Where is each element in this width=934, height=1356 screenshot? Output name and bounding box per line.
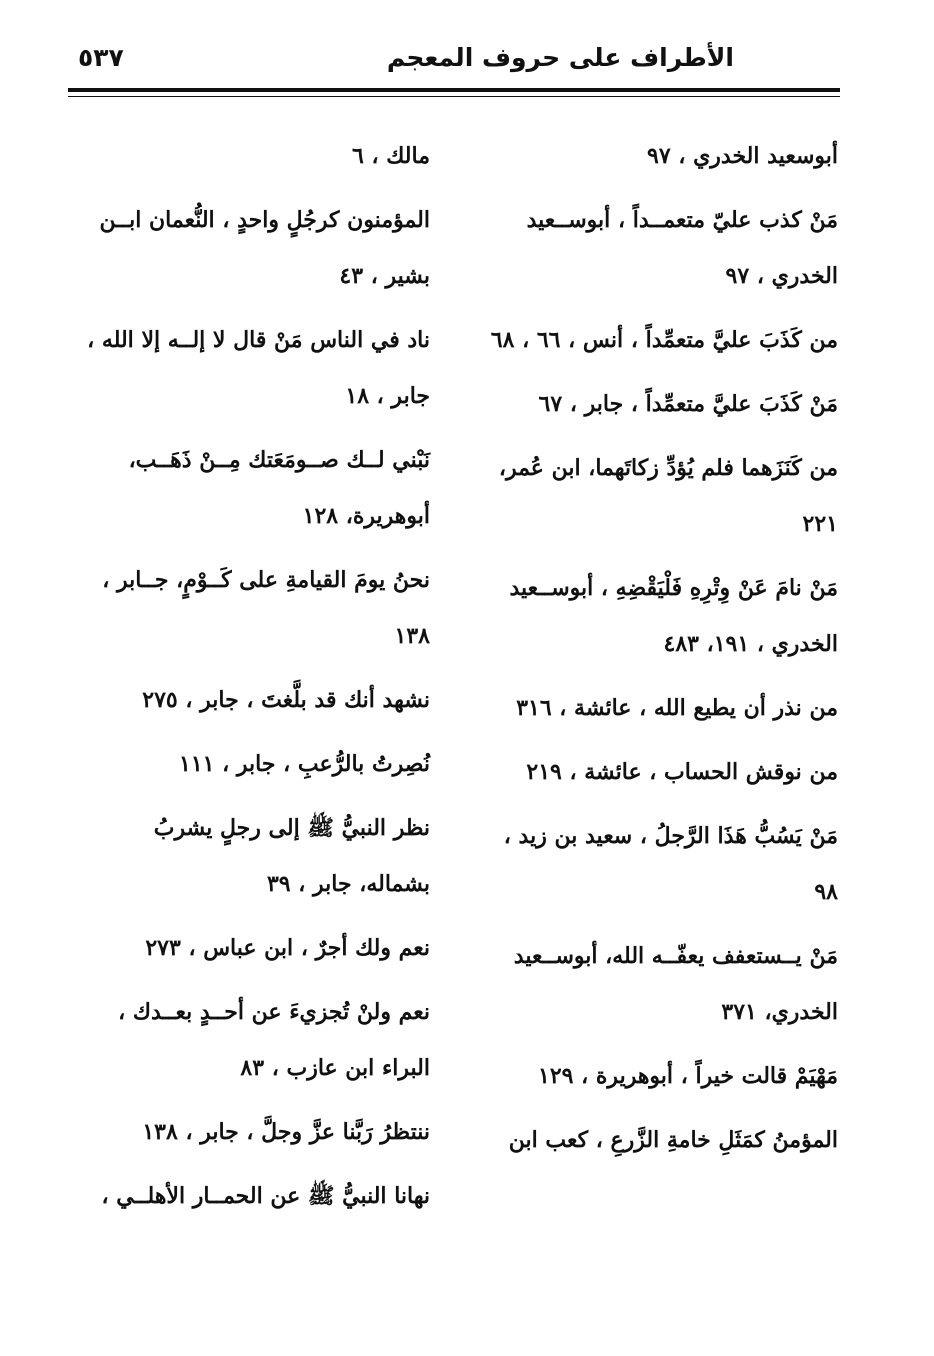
index-entry: نحنُ يومَ القيامةِ على كَــوْمٍ، جــابر ، ١٣٨ xyxy=(102,567,430,649)
running-title: الأطراف على حروف المعجم xyxy=(386,43,734,72)
index-entry: نعم ولك أجرٌ ، ابن عباس ، ٢٧٣ xyxy=(145,935,430,961)
index-entry: من كَنَزَهما فلم يُؤدِّ زكاتَهما، ابن عُمر، ٢٢١ xyxy=(498,455,838,537)
header-rule-thick xyxy=(68,88,840,92)
index-entry: نُصِرتُ بالرُّعبِ ، جابر ، ١١١ xyxy=(179,751,430,777)
index-entry: مَنْ يَسُبُّ هَذَا الرَّجلُ ، سعيد بن زيد ، ٩٨ xyxy=(503,823,838,905)
index-entry: مَنْ كَذَبَ عليَّ متعمِّداً ، جابر ، ٦٧ xyxy=(538,391,838,417)
index-entry: من نوقش الحساب ، عائشة ، ٢١٩ xyxy=(526,759,838,785)
index-entry: مَنْ كذب عليّ متعمــداً ، أبوســعيد الخدري ، ٩٧ xyxy=(526,207,838,289)
index-entry: من نذر أن يطيع الله ، عائشة ، ٣١٦ xyxy=(516,695,838,721)
header-rule-thin xyxy=(68,96,840,97)
index-column-right xyxy=(486,128,838,1176)
index-entry: نَبْني لــك صــومَعَتك مِــنْ ذَهَــب، أبوهريرة، ١٢٨ xyxy=(128,447,430,529)
index-entry: نظر النبيُّ ﷺ إلى رجلٍ يشربُ بشماله، جابر ، ٣٩ xyxy=(153,815,430,897)
index-entry: نعم ولنْ تُجزيءَ عن أحــدٍ بعــدك ، البراء ابن عازب ، ٨٣ xyxy=(118,999,430,1081)
index-entry: نشهد أنك قد بلَّغتَ ، جابر ، ٢٧٥ xyxy=(142,687,430,713)
index-entry: من كَذَبَ عليَّ متعمِّداً ، أنس ، ٦٦ ، ٦٨ xyxy=(490,327,838,353)
index-entry: أبوسعيد الخدري ، ٩٧ xyxy=(647,143,838,169)
index-column-left xyxy=(78,128,430,1232)
index-entry: ناد في الناس مَنْ قال لا إلــه إلا الله ، جابر ، ١٨ xyxy=(87,327,430,409)
index-entry: مَهْيَمْ قالت خيراً ، أبوهريرة ، ١٢٩ xyxy=(538,1063,838,1089)
index-entry: نهانا النبيُّ ﷺ عن الحمــار الأهلــي ، xyxy=(101,1183,430,1209)
index-entry: مالك ، ٦ xyxy=(352,143,430,169)
index-entry: ننتظرُ رَبَّنا عزَّ وجلَّ ، جابر ، ١٣٨ xyxy=(142,1119,430,1145)
index-entry: مَنْ نامَ عَنْ وِتْرِهِ فَلْيَقْضِهِ ، أبوســعيد الخدري ، ١٩١، ٤٨٣ xyxy=(509,575,838,657)
index-entry: المؤمنُ كمَثَلِ خامةِ الزَّرعِ ، كعب ابن xyxy=(508,1127,838,1153)
index-entry: مَنْ يــستعفف يعفّــه الله، أبوســعيد الخدري، ٣٧١ xyxy=(513,943,838,1025)
index-entry: المؤمنون كرجُلٍ واحدٍ ، النُّعمان ابــن بشير ، ٤٣ xyxy=(99,207,430,289)
page-number: ٥٣٧ xyxy=(78,43,124,72)
